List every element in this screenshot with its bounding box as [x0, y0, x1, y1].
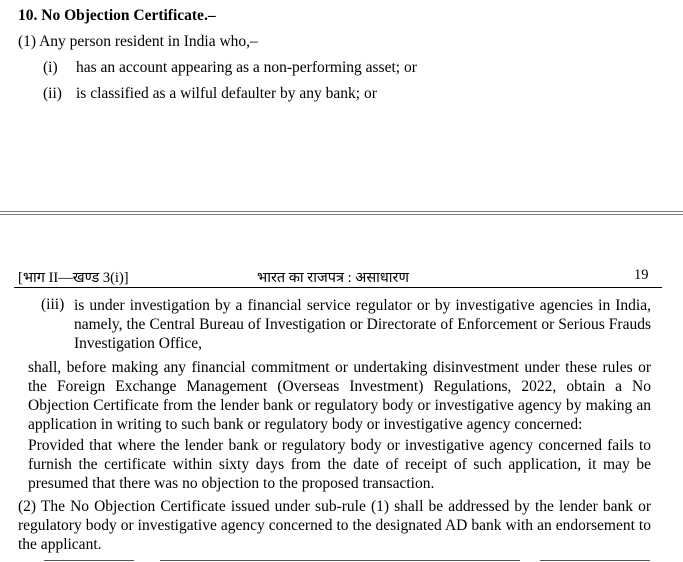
- proviso-paragraph: Provided that where the lender bank or regulatory body or investigative agency concerned fails to furnish the certificate within sixty days from the date of receipt of such application, it may be presumed that there was no objection to the proposed transaction.: [28, 437, 651, 492]
- item-iii-continued: namely, the Central Bureau of Investigation or Directorate of Enforcement or Serious Frauds Investigation Office,: [74, 316, 651, 352]
- sub-rule-1-intro: (1) Any person resident in India who,–: [18, 33, 258, 50]
- page-break-rule-bottom: [0, 214, 683, 215]
- header-rule: [14, 287, 662, 288]
- item-iii-line-1: is under investigation by a financial service regulator or by investigative agencies in India,: [74, 297, 651, 314]
- header-page-number: 19: [634, 267, 649, 283]
- header-part-section: [भाग II—खण्ड 3(i)]: [18, 270, 129, 286]
- header-gazette-title: भारत का राजपत्र : असाधारण: [257, 270, 409, 286]
- cut-off-text-line: [540, 560, 650, 561]
- item-ii-text: is classified as a wilful defaulter by any bank; or: [76, 85, 377, 102]
- item-iii-number: (iii): [41, 296, 65, 313]
- section-heading: 10. No Objection Certificate.–: [18, 7, 216, 24]
- item-i-number: (i): [43, 59, 58, 76]
- cut-off-text-line: [44, 560, 134, 561]
- shall-paragraph: shall, before making any financial commitment or undertaking disinvestment under these rules or the Foreign Exchange Management (Overseas Investment) Regulations, 2022, obtain a No Objection Certificate from the lender bank or regulatory body or investigative agency by making an application in writing to such bank or regulatory body or investigative agency concerned:: [28, 359, 651, 433]
- sub-rule-2-paragraph: (2) The No Objection Certificate issued under sub-rule (1) shall be addressed by the lender bank or regulatory body or investigative agency concerned to the designated AD bank with an endorsement to the applicant.: [18, 498, 651, 553]
- cut-off-text-line: [160, 560, 520, 561]
- page-break-rule-top: [0, 211, 683, 212]
- item-ii-number: (ii): [43, 85, 62, 102]
- item-i-text: has an account appearing as a non-performing asset; or: [76, 59, 417, 76]
